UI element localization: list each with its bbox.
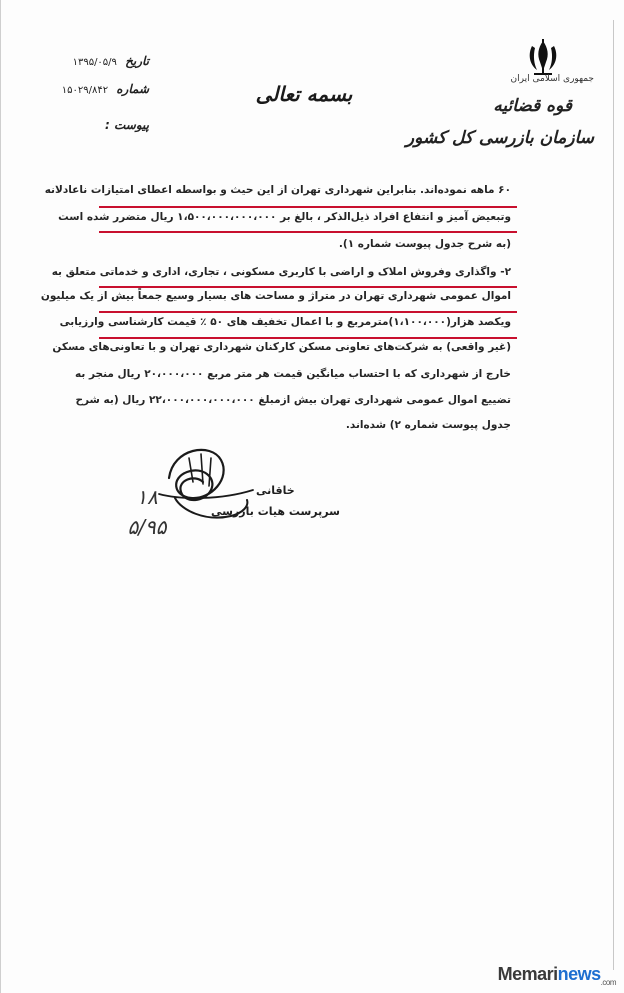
body-line: وتبعیض آمیز و انتفاع افراد ذیل‌الذکر ، بالغ بر ۱،۵۰۰،۰۰۰،۰۰۰،۰۰۰ ریال متضرر شده است xyxy=(58,211,511,223)
highlight-underline xyxy=(99,337,517,339)
handwritten-date-day: ۱۸ xyxy=(136,485,158,509)
document-heading: بسمه تعالی xyxy=(255,82,353,106)
meta-number xyxy=(59,82,149,96)
highlight-underline xyxy=(99,286,517,288)
body-line: (غیر واقعی) به شرکت‌های تعاونی مسکن کارکنان شهرداری تهران و با تعاونی‌های مسکن xyxy=(52,341,511,353)
body-line: جدول پیوست شماره ۲) شده‌اند. xyxy=(345,419,511,431)
meta-attachment xyxy=(59,118,149,132)
highlight-underline xyxy=(99,311,517,313)
body-line: اموال عمومی شهرداری تهران در متراژ و مساحت های بسیار وسیع جمعاً بیش از یک میلیون xyxy=(40,290,511,302)
number-label: شماره xyxy=(116,82,149,96)
date-label: تاریخ xyxy=(125,54,149,68)
body-line: ۲- واگذاری وفروش املاک و اراضی با کاربری مسکونی ، تجاری، اداری و خدماتی متعلق به xyxy=(51,266,511,278)
attachment-label: پیوست : xyxy=(105,118,149,132)
signer-name: خاقانی xyxy=(256,484,295,497)
number-value: ۱۵۰۲۹/۸۴۲ xyxy=(61,85,109,96)
body-line: (به شرح جدول پیوست شماره ۱). xyxy=(338,238,511,250)
letterhead-republic: جمهوری اسلامی ایران xyxy=(510,74,594,84)
iran-emblem-icon xyxy=(526,38,560,78)
highlight-underline xyxy=(99,206,517,208)
meta-date xyxy=(59,54,149,68)
body-line: ویکصد هزار(۱،۱۰۰،۰۰۰)مترمربع و با اعمال تخفیف های ۵۰ ٪ قیمت کارشناسی وارزیابی xyxy=(59,316,511,328)
letterhead-judiciary: قوه قضائیه xyxy=(493,96,572,116)
signer-title: سرپرست هیات بازرسی xyxy=(211,505,340,518)
highlight-underline xyxy=(99,231,517,233)
body-line: ۶۰ ماهه نموده‌اند. بنابراین شهرداری تهران از این حیث و بواسطه اعطای امتیازات ناعادلانه xyxy=(44,184,511,196)
handwritten-date-month-year: ۵/۹۵ xyxy=(127,515,167,539)
site-watermark: Memarinews$_{.com}$ xyxy=(497,964,616,987)
handwritten-date xyxy=(117,482,177,542)
letterhead-organization: سازمان بازرسی کل کشور xyxy=(405,128,594,148)
body-line: خارج از شهرداری که با احتساب میانگین قیمت هر متر مربع ۲۰،۰۰۰،۰۰۰ ریال منجر به xyxy=(75,368,511,380)
page-edge-shadow xyxy=(613,20,614,970)
body-line: تضییع اموال عمومی شهرداری تهران بیش ازمبلغ ۲۲،۰۰۰،۰۰۰،۰۰۰،۰۰۰ ریال (به شرح xyxy=(75,394,511,406)
date-value: ۱۳۹۵/۰۵/۹ xyxy=(72,57,117,68)
